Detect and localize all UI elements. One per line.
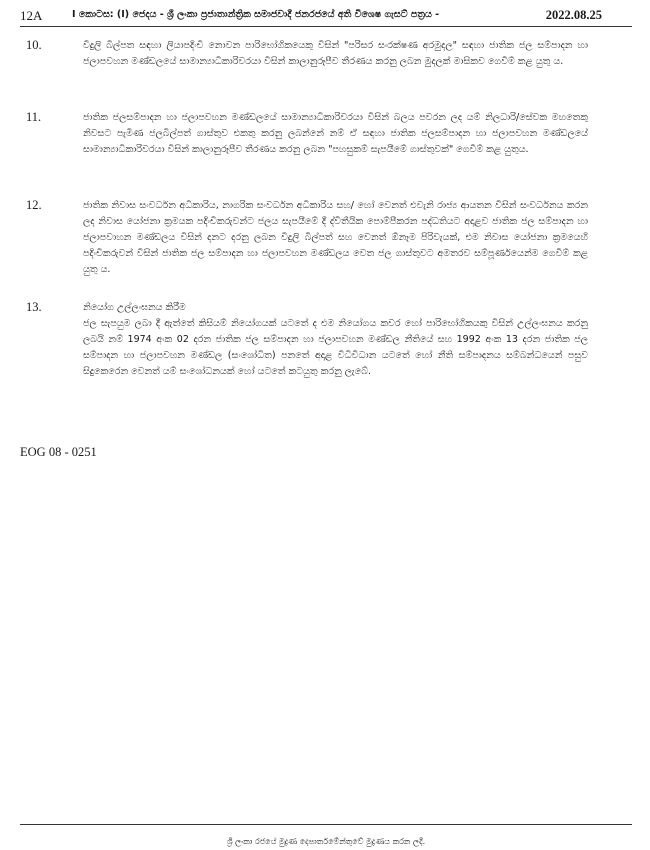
clause-text: ජාතික ජලසම්පාදන හා ජලාපවහන මණ්ඩලයේ සාමාන්‍යාධිකාරිවරයා විසින් බලය පවරන ලද යම් නිලධාරි/සේවක මහතෙකු නිවසට පැමිණ ජලබිල්පත් ගාස්තුව එකතු කරනු ලබන්නේ නම් ඒ සඳහා ජාතික ජලසම්පාදන හා ජලාපවහන මණ්ඩලයේ සාමාන්‍යාධිකාරිවරයා විසින් කාලානුරූපීව තීරණය කරනු ලබන "පහසුකම් සැපයීමේ ගාස්තුවක්" ගෙවීම් කළ යුතුය.	[83, 112, 588, 155]
clause-number: 11.	[26, 110, 42, 124]
gazette-date: 2022.08.25	[545, 8, 602, 22]
clause-number: 13.	[26, 300, 42, 314]
document-reference: EOG 08 - 0251	[20, 445, 97, 459]
page-number: 12A	[20, 8, 43, 23]
clause-number: 10.	[26, 38, 42, 52]
gazette-header	[20, 6, 632, 27]
printer-note: ශ්‍රී ලංකා රජයේ මුද්‍රණ දෙපාර්තමේන්තුවේ මුද්‍රණය කරන ලදී.	[226, 837, 426, 846]
clause-number: 12.	[26, 198, 42, 212]
clause-text: ජාතික නිවාස සංවර්ධන අධිකාරිය, නාගරික සංවර්ධන අධිකාරිය සහ/ හෝ වෙනත් එවැනි රාජ්‍ය ආයතන විසින් සංවර්ධනය කරන ලද නිවාස යෝජනා ක්‍රමයක පදිංචිකරුවන්ට ජලය සැපයීමේ දී ද්විතීයික පොම්පීකරන පද්ධතියට අදාළව ජාතික ජල සම්පාදන හා ජලාපවාහන මණ්ඩලය විසින් දනට දරනු ලබන විදුලි බිල්පත් සහ වෙනත් ඕනෑම පිරිවැයක්, එම නිවාස යෝජනා ක්‍රමයෙහි පදිංචිකරුවන් විසින් ජාතික ජල සම්පාදන හා ජලාපවහන මණ්ඩලය වෙත ජල ගාස්තුවට අමතරව සම්පූර්ණයෙන්ම ගෙවීම් කළ යුතු ය.	[83, 200, 588, 275]
clause-text: විදුලි බිල්පත සඳහා ලියාපදිංචි නොවන පාරිභෝගිකයෙකු විසින් "පරිසර සංරක්ෂණ අරමුදල" සඳහා ජාතික ජල සම්පාදන හා ජලාපවහන මණ්ඩලයේ සාමාන්‍යාධිකාරිවරයා විසින් කාලානුරූපීව තීරණය කරනු ලබන මුදලක් මාසිකව ගෙවීම් කළ යුතු ය.	[83, 40, 588, 67]
clause-text: ජල සැපයුම ලබා දී ඇත්තේ කිසියම් නියෝගයක් යටතේ ද එම නියෝගය කවර හෝ පාරිභෝගිකයකු විසින් උල්ලංඝනය කරනු ලබයි නම් 1974 අංක 02 දරන ජාතික ජල සම්පාදන හා ජලාපවහන මණ්ඩල නීතියේ සහ 1992 අංක 13 දරන ජාතික ජල සම්පාදන හා ජලාපවහන මණ්ඩල (සංශෝධිත) පනතේ අදාළ විධිවිධාන යටතේ හෝ නීති සම්පාදනය සම්බන්ධයෙන් පසුව සිදුකෙරෙන වෙනත් යම් සංශෝධනයක් හෝ යටතේ කටයුතු කරනු ලැබේ.	[83, 318, 588, 377]
gazette-title: I කොටස: (I) ජෙදය - ශ්‍රී ලංකා ප්‍රජාතාන්ත්‍රික සමාජවාදී ජනරජයේ අති විශෙෂ ගැසට් පත්‍රය -	[72, 9, 440, 20]
clause-content	[83, 300, 588, 380]
clause-heading: නියෝග උල්ලංඝනය කිරීම	[83, 302, 186, 313]
printer-footer	[20, 824, 632, 848]
